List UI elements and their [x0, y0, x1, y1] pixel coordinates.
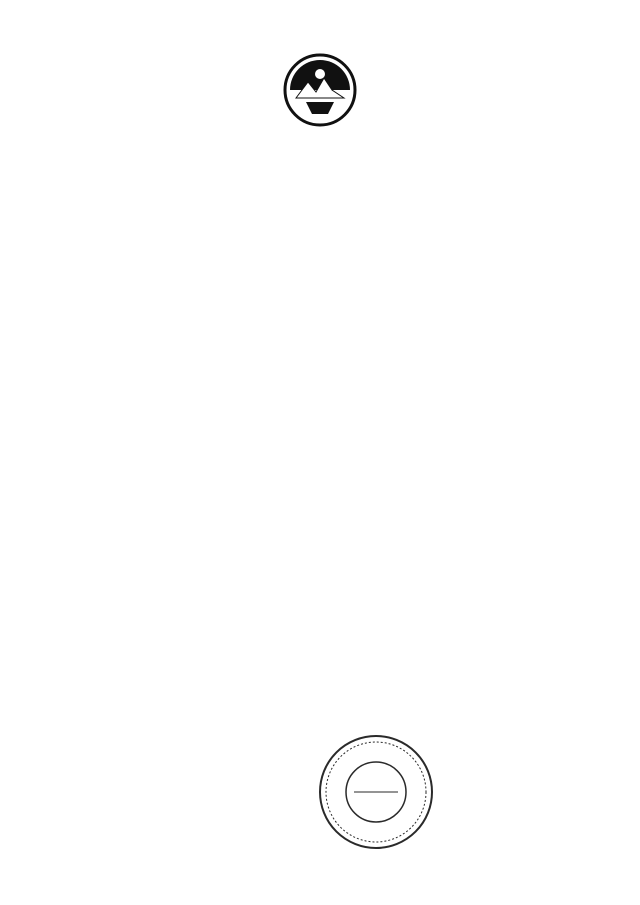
official-seal: [316, 732, 436, 852]
official-seal-icon: [316, 732, 436, 852]
doc-meta: [0, 290, 640, 307]
emblem: [0, 52, 640, 128]
coat-of-arms-icon: [282, 52, 358, 128]
